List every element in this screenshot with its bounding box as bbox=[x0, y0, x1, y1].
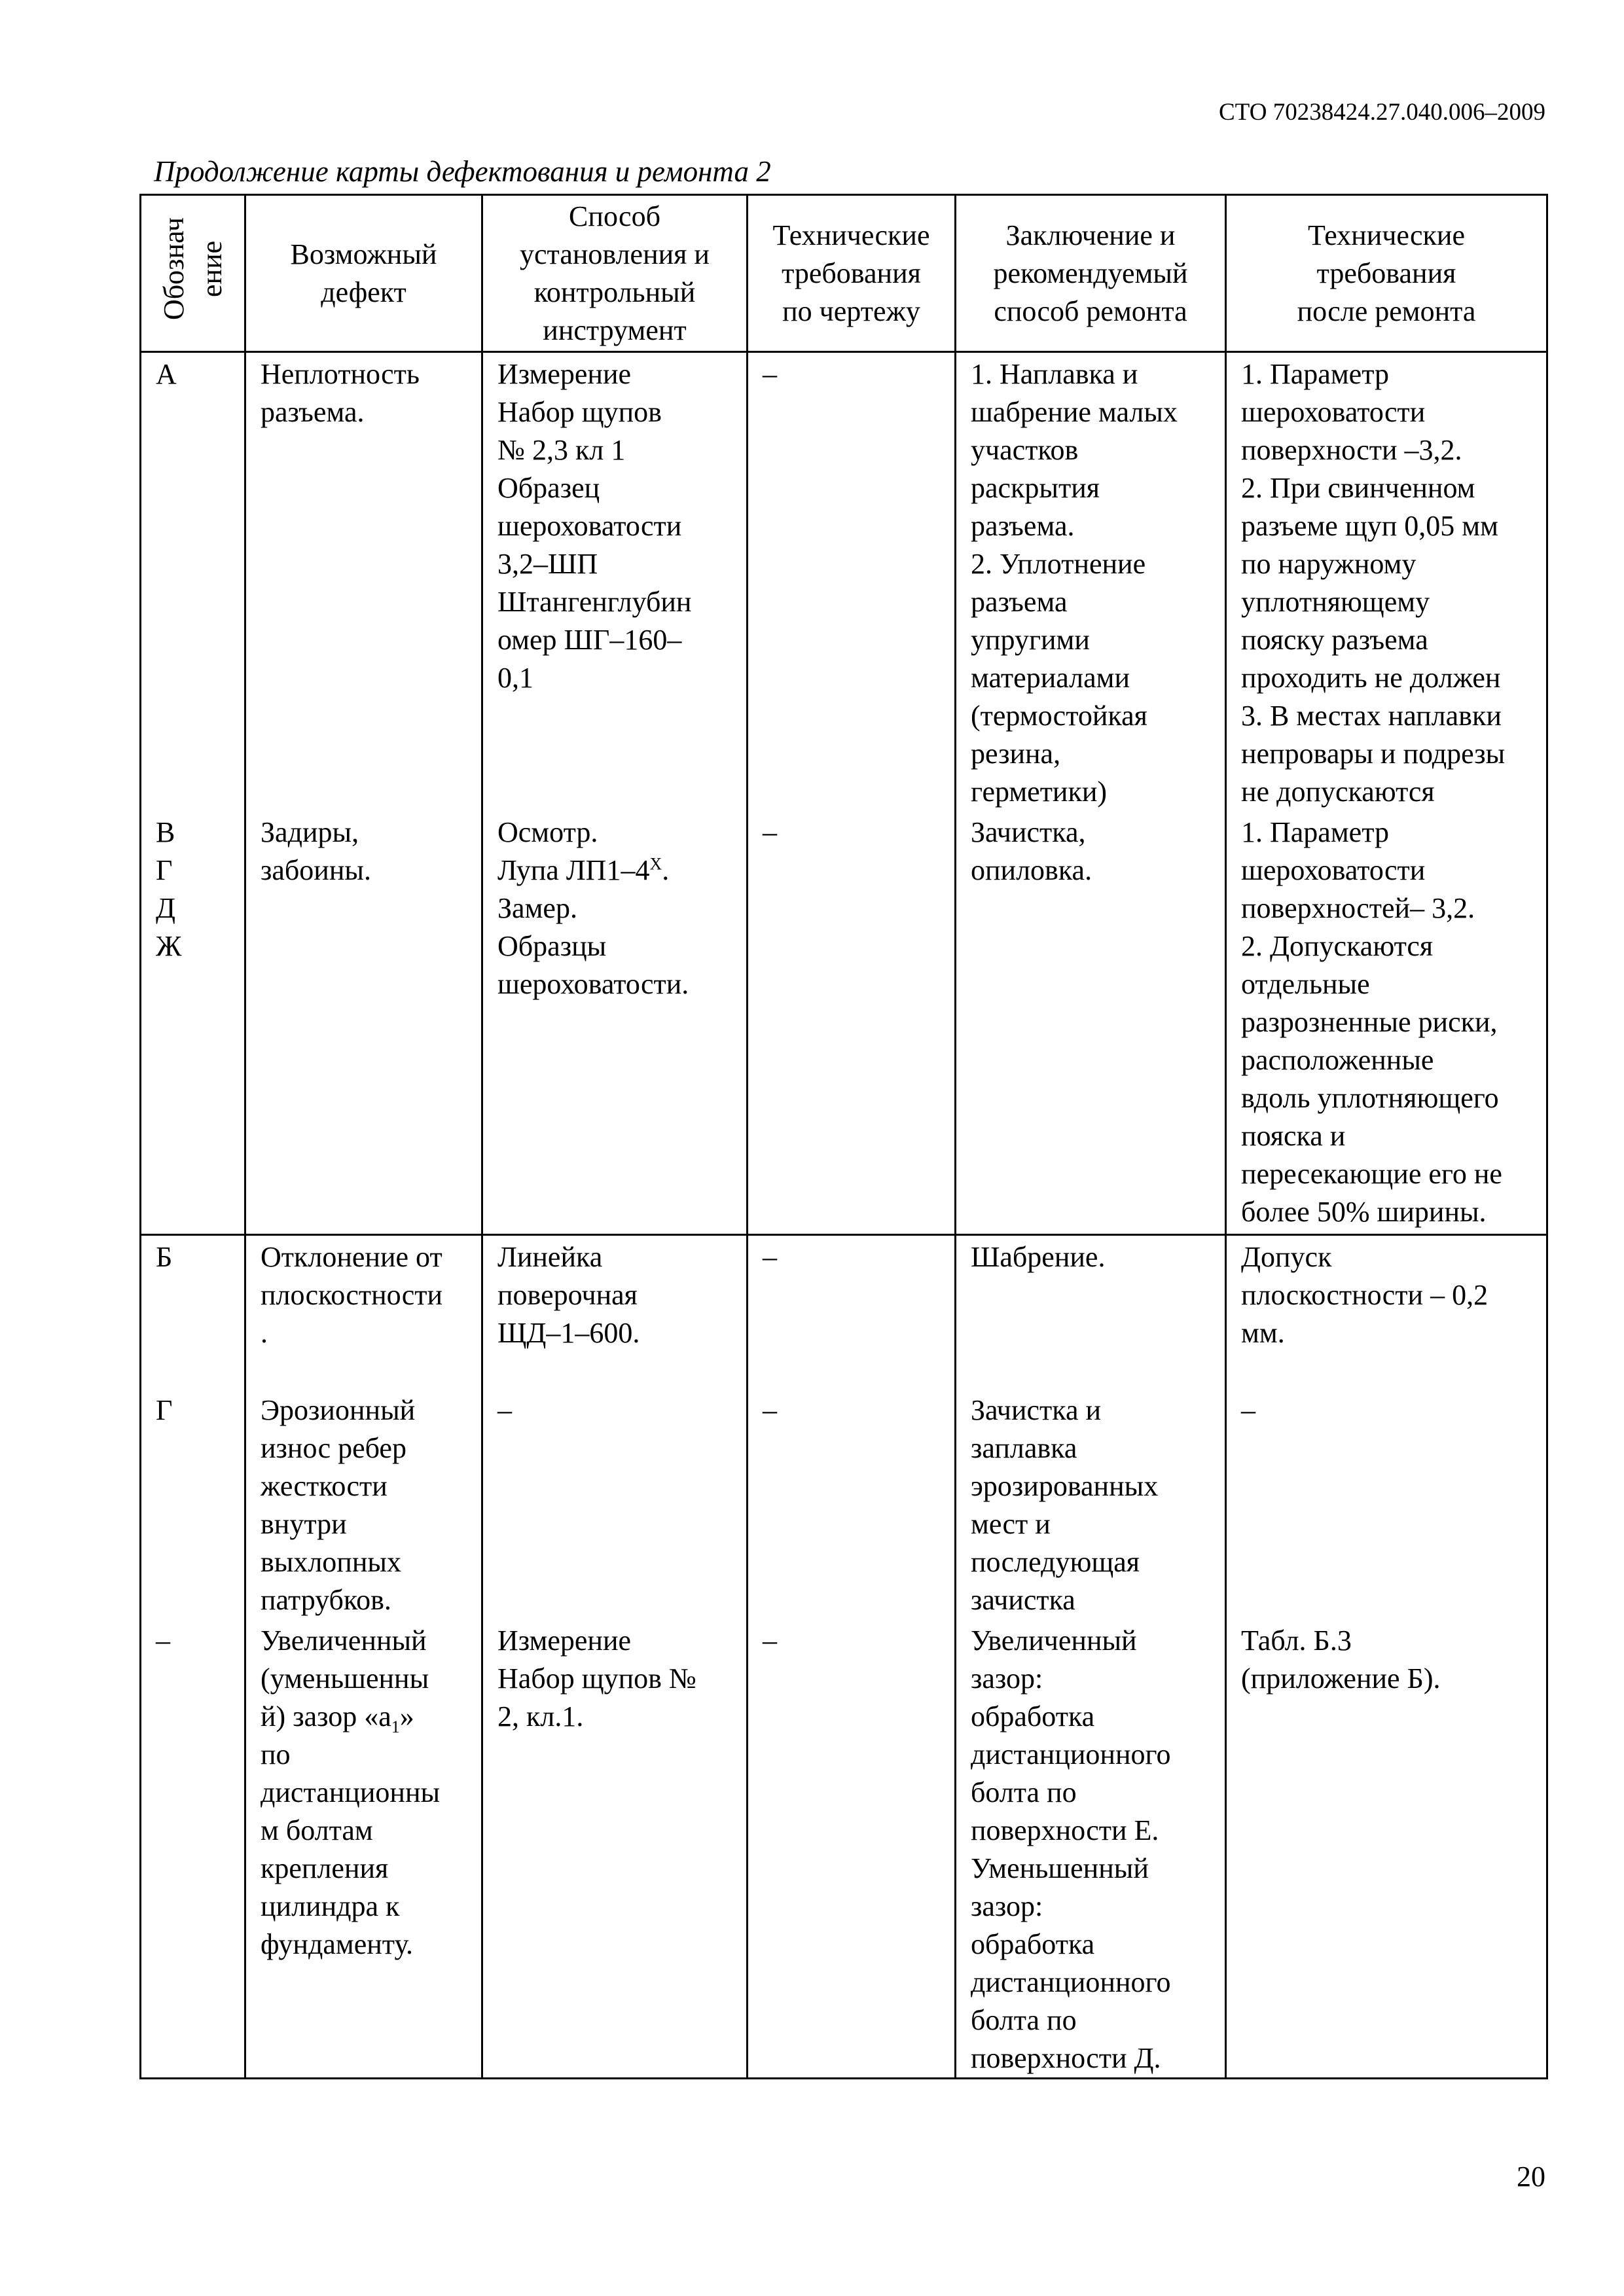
cell-defect: Отклонение от плоскостности . bbox=[245, 1235, 482, 1390]
cell-repair: Увеличенный зазор: обработка дистанционного болта по поверхности Е. Уменьшенный зазор: обработка дистанционного болта по поверхности Д. bbox=[956, 1619, 1226, 2079]
cell-after-req: 1. Параметр шероховатости поверхностей– 3,2. 2. Допускаются отдельные разрозненные риски, расположенные вдоль уплотняющего пояска и пересекающие его не более 50% ширины. bbox=[1226, 811, 1547, 1235]
cell-method bbox=[482, 811, 748, 1235]
cell-drawing-req: – bbox=[748, 811, 956, 1235]
cell-drawing-req: – bbox=[748, 1235, 956, 1390]
header-method: Способ установления и контрольный инструмент bbox=[482, 195, 748, 352]
cell-code: В Г Д Ж bbox=[141, 811, 245, 1235]
cell-method: Измерение Набор щупов № 2, кл.1. bbox=[482, 1619, 748, 2079]
cell-code: – bbox=[141, 1619, 245, 2079]
cell-defect bbox=[245, 1619, 482, 2079]
cell-drawing-req: – bbox=[748, 1619, 956, 2079]
cell-drawing-req: – bbox=[748, 1389, 956, 1619]
cell-after-req: Табл. Б.3 (приложение Б). bbox=[1226, 1619, 1547, 2079]
table-row bbox=[141, 1619, 1547, 2079]
cell-code: Б bbox=[141, 1235, 245, 1390]
defect-text-rest: » по дистанционны м болтам крепления цилиндра к фундаменту. bbox=[261, 1700, 441, 1960]
method-superscript: Х bbox=[649, 854, 662, 874]
header-drawing-req: Технические требования по чертежу bbox=[748, 195, 956, 352]
page-number: 20 bbox=[1517, 2161, 1545, 2193]
cell-method: – bbox=[482, 1389, 748, 1619]
cell-repair: Зачистка, опиловка. bbox=[956, 811, 1226, 1235]
table-row bbox=[141, 1389, 1547, 1619]
defect-text: Увеличенный (уменьшенны й) зазор «а bbox=[261, 1624, 429, 1732]
header-defect: Возможный дефект bbox=[245, 195, 482, 352]
cell-drawing-req: – bbox=[748, 352, 956, 812]
table-header-row bbox=[141, 195, 1547, 352]
cell-method: Линейка поверочная ЩД–1–600. bbox=[482, 1235, 748, 1390]
cell-code: А bbox=[141, 352, 245, 812]
cell-repair: Зачистка и заплавка эрозированных мест и последующая зачистка bbox=[956, 1389, 1226, 1619]
cell-method: Измерение Набор щупов № 2,3 кл 1 Образец шероховатости 3,2–ШП Штангенглубин омер ШГ–160– 0,1 bbox=[482, 352, 748, 812]
table-row bbox=[141, 811, 1547, 1235]
table-row bbox=[141, 352, 1547, 812]
header-code-label: Обознач ение bbox=[157, 217, 228, 320]
cell-repair: Шабрение. bbox=[956, 1235, 1226, 1390]
header-code bbox=[141, 195, 245, 352]
defect-subscript: 1 bbox=[391, 1717, 400, 1736]
cell-after-req: – bbox=[1226, 1389, 1547, 1619]
cell-after-req: Допуск плоскостности – 0,2 мм. bbox=[1226, 1235, 1547, 1390]
cell-defect: Неплотность разъема. bbox=[245, 352, 482, 812]
cell-code: Г bbox=[141, 1389, 245, 1619]
cell-repair: 1. Наплавка и шабрение малых участков раскрытия разъема. 2. Уплотнение разъема упругими материалами (термостойкая резина, герметики) bbox=[956, 352, 1226, 812]
document-code: СТО 70238424.27.040.006–2009 bbox=[1218, 99, 1545, 126]
method-text: Осмотр. Лупа ЛП1–4 bbox=[497, 816, 650, 886]
table-caption: Продолжение карты дефектования и ремонта 2 bbox=[154, 155, 771, 188]
cell-after-req: 1. Параметр шероховатости поверхности –3,2. 2. При свинченном разъеме щуп 0,05 мм по наружному уплотняющему пояску разъема проходить не должен 3. В местах наплавки непровары и подрезы не допускаются bbox=[1226, 352, 1547, 812]
method-text-rest: . Замер. Образцы шероховатости. bbox=[497, 854, 689, 1000]
header-after-req: Технические требования после ремонта bbox=[1226, 195, 1547, 352]
table-row bbox=[141, 1235, 1547, 1390]
cell-defect: Эрозионный износ ребер жесткости внутри выхлопных патрубков. bbox=[245, 1389, 482, 1619]
header-repair: Заключение и рекомендуемый способ ремонта bbox=[956, 195, 1226, 352]
defect-repair-table bbox=[139, 194, 1548, 2079]
cell-defect: Задиры, забоины. bbox=[245, 811, 482, 1235]
